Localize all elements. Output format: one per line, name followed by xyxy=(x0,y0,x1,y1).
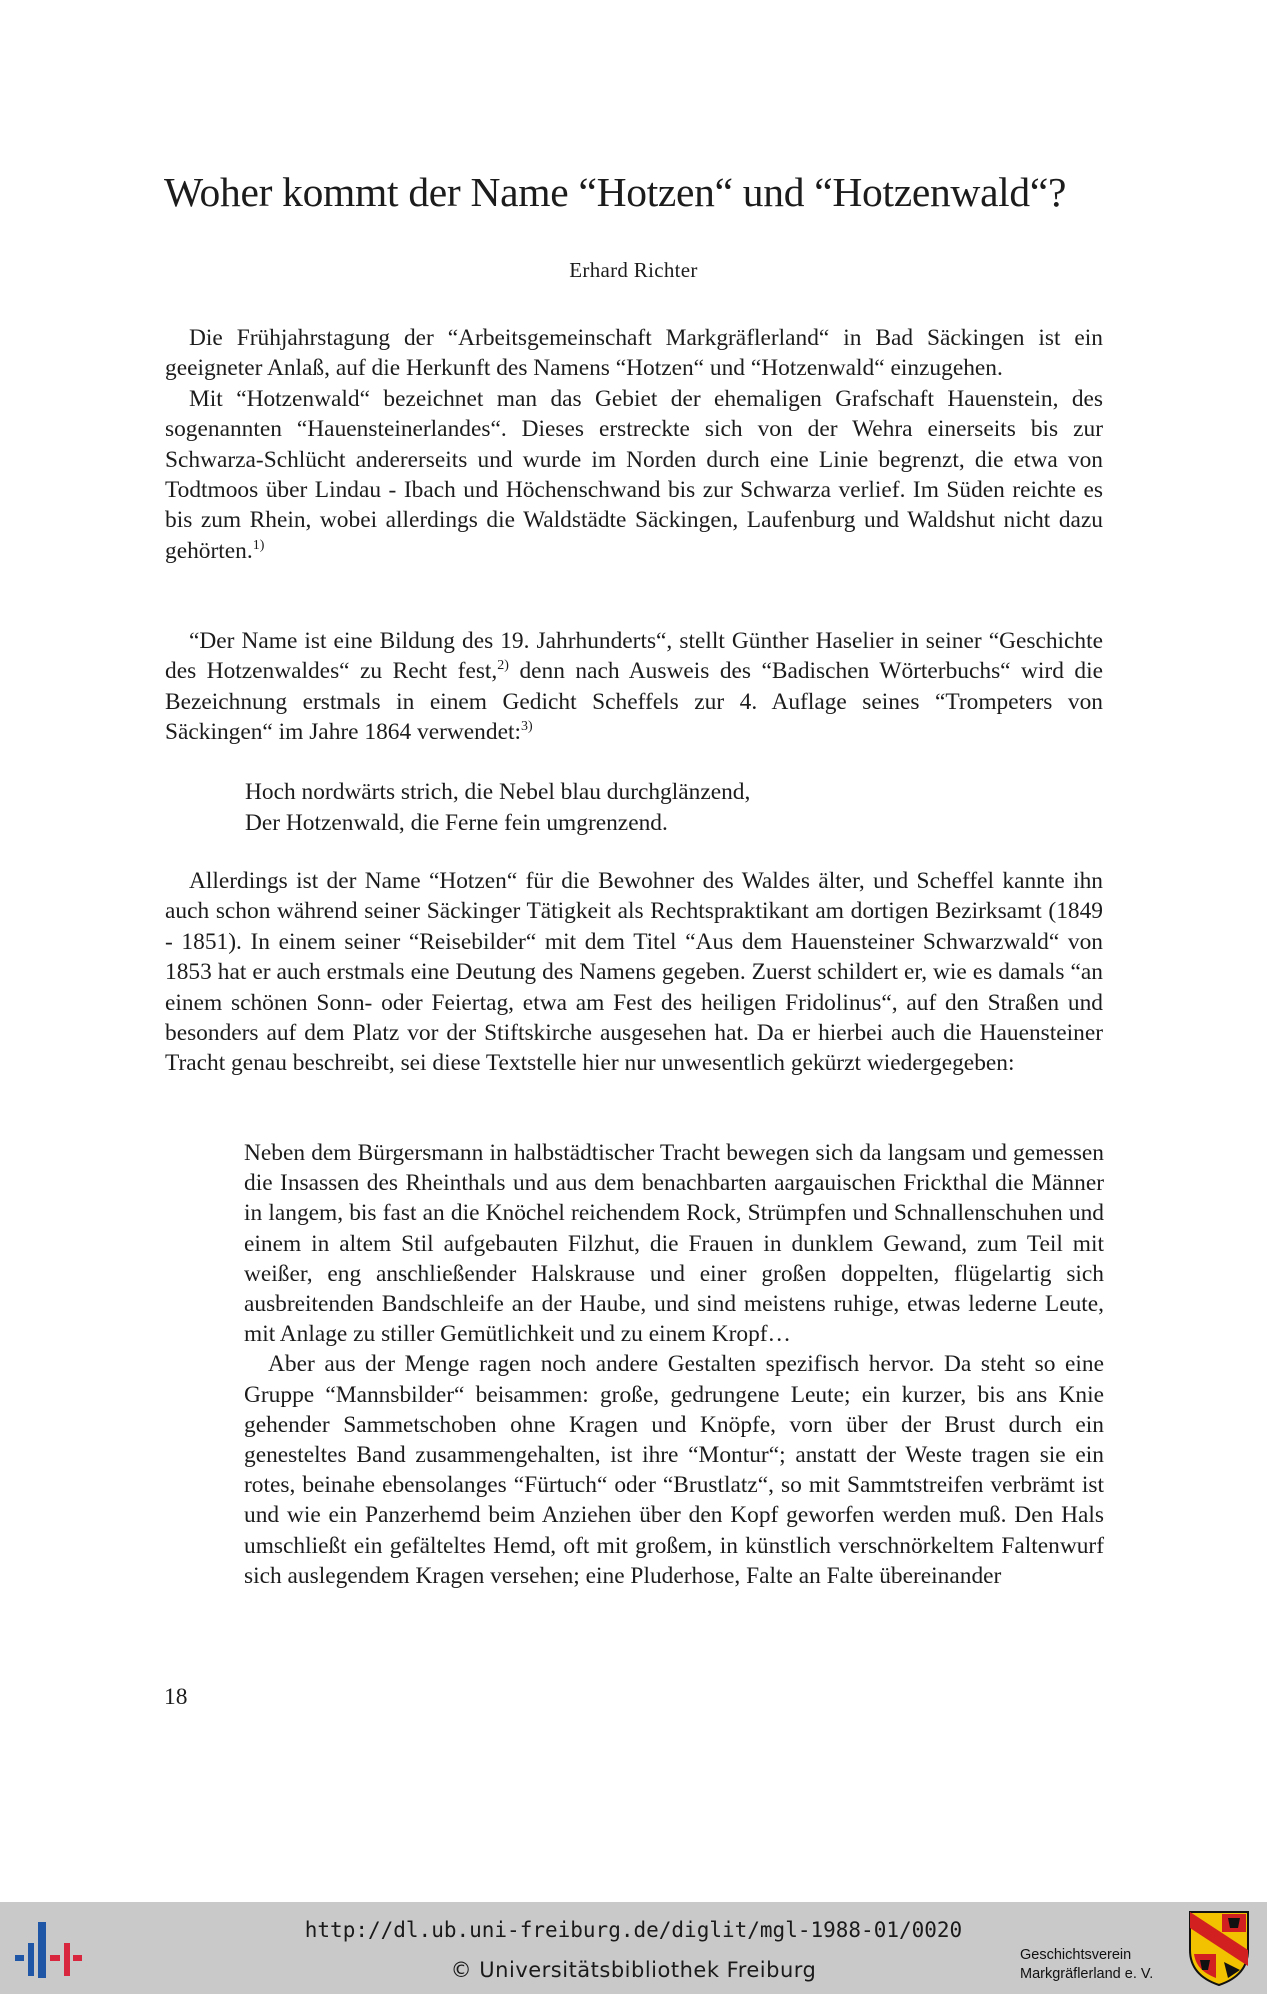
paragraph-block-3 xyxy=(165,866,1103,1079)
paragraph: “Der Name ist eine Bildung des 19. Jahrhunderts“, stellt Günther Haselier in seiner “Geschichte des Hotzenwaldes“ zu Recht fest,$^{2)}$ denn nach Ausweis des “Badischen Wörterbuchs“ wird die Bezeichnung erstmals in einem Gedicht Scheffels zur 4. Auflage seines “Trompeters von Säckingen“ im Jahre 1864 verwendet:$^{3)}$ xyxy=(165,628,1103,746)
publisher-name: Geschichtsverein Markgräflerland e. V. xyxy=(1020,1947,1154,1982)
coat-of-arms-icon xyxy=(1188,1910,1250,1986)
quote-paragraph: Neben dem Bürgersmann in halbstädtischer Tracht bewegen sich da langsam und gemessen die Insassen des Rheinthals und aus dem benachbarten aargauischen Frickthal die Männer in langem, bis fast an die Knöchel reichendem Rock, Strümpfen und Schnallenschuhen und einem in altem Stil aufgebauten Filzhut, die Frauen in dunklem Gewand, zum Teil mit weißer, eng anschließender Halskrause und einer großen doppelten, flügelartig sich ausbreitenden Bandschleife an der Haube, und sind meistens ruhige, etwas lederne Leute, mit Anlage zu stiller Gemütlichkeit und zu einem Kropf… xyxy=(244,1140,1104,1348)
copyright-text: © Universitätsbibliothek Freiburg xyxy=(450,1958,817,1982)
quote-paragraph: Aber aus der Menge ragen noch andere Gestalten spezifisch hervor. Da steht so eine Gruppe “Mannsbilder“ beisammen: große, gedrungene Leute; ein kurzer, bis ans Knie gehender Sammetschoben ohne Kragen und Knöpfe, vorn über der Brust durch ein genesteltes Band zusammengehalten, ist ihre “Montur“; anstatt der Weste tragen sie ein rotes, beinahe ebensolanges “Fürtuch“ oder “Brustlatz“, so mit Sammtstreifen verbrämt ist und wie ein Panzerhemd beim Anziehen über den Kopf geworfen werden muß. Den Hals umschließt ein gefälteltes Hemd, oft mit großem, in künstlich verschnörkeltem Faltenwurf sich auslegendem Kragen versehen; eine Pluderhose, Falte an Falte übereinander xyxy=(244,1351,1104,1589)
paragraph-block-2 xyxy=(165,626,1103,748)
paragraph: Mit “Hotzenwald“ bezeichnet man das Gebiet der ehemaligen Grafschaft Hauenstein, des sogenannten “Hauensteinerlandes“. Dieses erstreckte sich von der Wehra einerseits bis zur Schwarza-Schlücht andererseits und wurde im Norden durch eine Linie begrenzt, die etwa von Todtmoos über Lindau - Ibach und Höchenschwand bis zur Schwarza verlief. Im Süden reichte es bis zum Rhein, wobei allerdings die Waldstädte Säckingen, Laufenburg und Waldshut nicht dazu gehörten.$^{1)}$ xyxy=(165,385,1103,564)
poem-quote xyxy=(245,777,1105,839)
paragraph: Allerdings ist der Name “Hotzen“ für die Bewohner des Waldes älter, und Scheffel kannte ihn auch schon während seiner Säckinger Tätigkeit als Rechtspraktikant am dortigen Bezirksamt (1849 - 1851). In einem seiner “Reisebilder“ mit dem Titel “Aus dem Hauensteiner Schwarzwald“ von 1853 hat er auch erstmals eine Deutung des Namens gegeben. Zuerst schildert er, wie es damals “an einem schönen Sonn- oder Feiertag, etwa am Fest des heiligen Fridolinus“, auf den Straßen und besonders auf dem Platz vor der Stiftskirche ausgesehen hat. Da er hierbei auch die Hauensteiner Tracht genau beschreibt, sei diese Textstelle hier nur unwesentlich gekürzt wiedergegeben: xyxy=(165,868,1103,1077)
footnote-marker: 1) xyxy=(252,537,265,553)
poem-line: Hoch nordwärts strich, die Nebel blau durchglänzend, xyxy=(245,779,751,805)
source-url-link[interactable]: http://dl.ub.uni-freiburg.de/diglit/mgl-1988-01/0020 xyxy=(304,1918,963,1942)
paragraph: Die Frühjahrstagung der “Arbeitsgemeinschaft Markgräflerland“ in Bad Säckingen ist ein geeigneter Anlaß, auf die Herkunft des Namens “Hotzen“ und “Hotzenwald“ einzugehen. xyxy=(165,325,1103,382)
paragraph-block-1 xyxy=(165,323,1103,566)
footer-bar xyxy=(0,1902,1267,1994)
article-author: Erhard Richter xyxy=(569,258,698,282)
footnote-marker: 3) xyxy=(520,719,533,735)
article-title: Woher kommt der Name “Hotzen“ und “Hotzenwald“? xyxy=(164,169,1067,215)
poem-line: Der Hotzenwald, die Ferne fein umgrenzend. xyxy=(245,810,668,836)
page-number: 18 xyxy=(164,1684,188,1710)
footnote-marker: 2) xyxy=(497,658,509,674)
block-quote xyxy=(244,1138,1104,1591)
